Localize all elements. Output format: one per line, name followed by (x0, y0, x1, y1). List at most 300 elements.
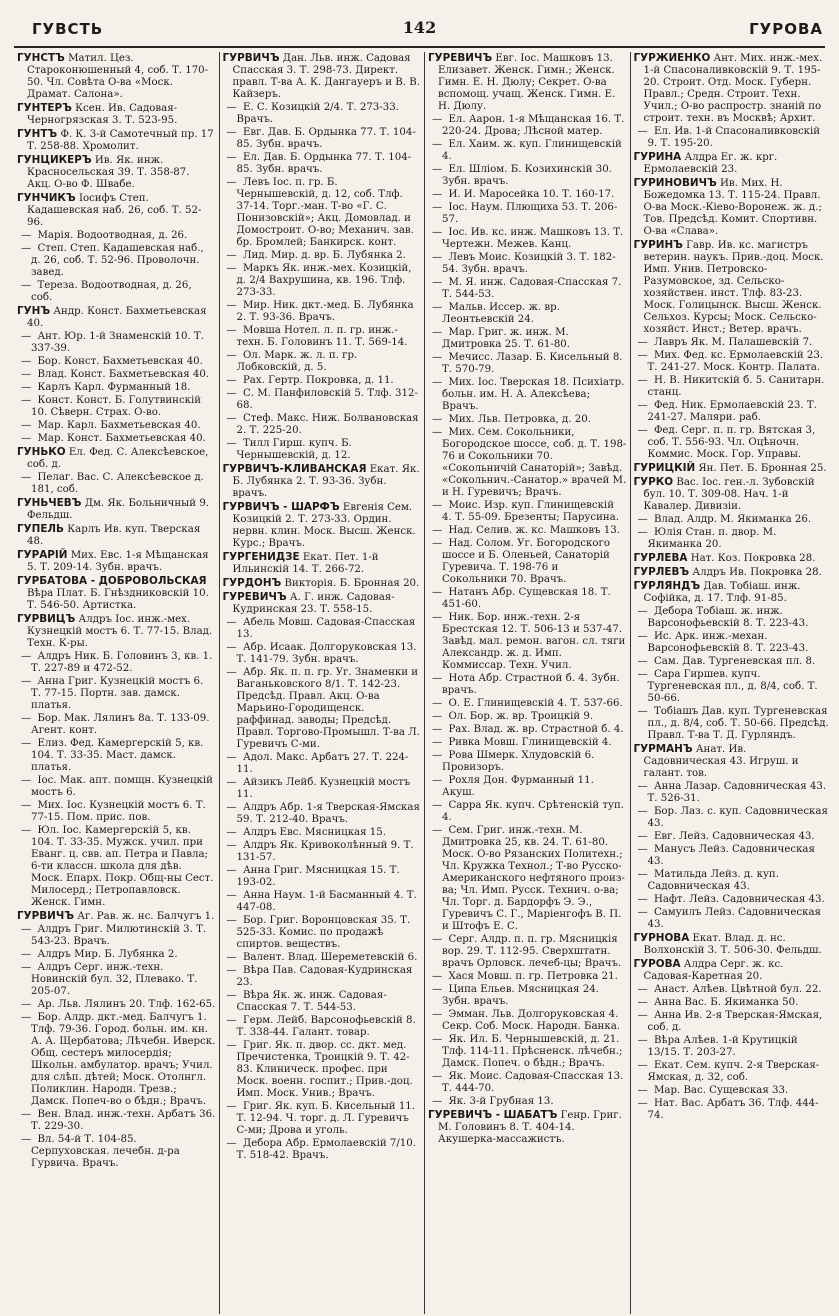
directory-entry (634, 932, 833, 957)
entry-dash: — (226, 177, 237, 188)
entry-details: Андр. Конст. Бахметьевская 40. (27, 306, 207, 329)
entry-details: Ив. Як. инж. Красносельская 39. Т. 358-87. Акц. О-во Ф. Швабе. (27, 155, 190, 190)
directory-entry (428, 750, 627, 774)
entry-details: Над. Солом. Уг. Богородского шоссе и Б. Оленьей, Санаторій Гуревича. Т. 198-76 и Сокольники 70. Врачъ. (442, 538, 610, 585)
directory-entry (634, 1098, 833, 1122)
entry-details: Алдръ Серг. инж.-техн. Новинскій бул. 32, Плевако. Т. 205-07. (31, 962, 198, 997)
entry-details: Натанъ Абр. Сущевская 18. Т. 451-60. (442, 587, 611, 610)
entry-details: Карлъ Карл. Фурманный 18. (37, 382, 191, 393)
directory-entry (17, 713, 216, 737)
entry-dash: — (432, 1034, 443, 1045)
entry-dash: — (21, 382, 32, 393)
entry-details: Алдръ Мир. Б. Лубянка 2. (37, 949, 178, 960)
entry-details: Абель Мовш. Садовая-Спасская 13. (236, 617, 416, 640)
directory-entry (634, 997, 833, 1009)
directory-entry (17, 395, 216, 419)
entry-dash: — (226, 438, 237, 449)
entry-details: Мечисс. Лазар. Б. Кисельный 8. Т. 570-79. (442, 352, 623, 375)
directory-entry (17, 154, 216, 191)
entry-dash: — (226, 915, 237, 926)
entry-details: Рова Шмерк. Хлудовскій 6. Провизоръ. (442, 750, 595, 773)
entry-details: Ел. Дав. Б. Ордынка 77. Т. 104-85. Зубн. врачъ. (236, 152, 412, 175)
directory-entry (223, 263, 422, 299)
directory-entry (428, 673, 627, 697)
entry-surname: ГУРИНЪ (633, 239, 683, 251)
entry-details: Левъ Моис. Козицкій 3. Т. 182-54. Зубн. врачъ. (442, 252, 616, 275)
entry-surname: ГУРДОНЪ (222, 577, 282, 589)
entry-details: Абр. Исаак. Долгоруковская 13. Т. 141-79. Зубн. врачъ. (236, 642, 417, 665)
entry-dash: — (226, 250, 237, 261)
entry-details: Ян. Пет. Б. Бронная 25. (698, 463, 827, 474)
entry-surname: ГУРИЦКІЙ (633, 462, 696, 474)
directory-entry (223, 177, 422, 249)
entry-dash: — (637, 514, 648, 525)
entry-dash: — (21, 369, 32, 380)
directory-entry (634, 476, 833, 513)
entry-dash: — (432, 189, 443, 200)
directory-entry (634, 1010, 833, 1034)
directory-entry (428, 302, 627, 326)
entry-surname: ГУРЕВИЧЪ - ШАБАТЪ (428, 1109, 558, 1121)
entry-details: Алдра Серг. ж. кс. Садовая-Каретная 20. (643, 959, 784, 982)
directory-entry (17, 497, 216, 522)
entry-dash: — (432, 711, 443, 722)
directory-entry (17, 331, 216, 355)
entry-details: Манусъ Лейз. Садовническая 43. (647, 844, 815, 867)
entry-dash: — (637, 631, 648, 642)
entry-details: Іос. Наум. Плющиха 53. Т. 206-57. (442, 202, 618, 225)
directory-entry (17, 800, 216, 824)
entry-surname: ГУРБАТОВА - ДОБРОВОЛЬСКАЯ (17, 575, 207, 587)
entry-details: Евг. Іос. Машковъ 13. Елизавет. Женск. Гимн.; Женск. Гимн. Е. Н. Дюлу; Секрет. О-ва вспомощ. учащ. Женск. Гимн. Е. Н. Дюлу. (438, 53, 616, 112)
entry-dash: — (226, 350, 237, 361)
entry-dash: — (637, 869, 648, 880)
entry-details: Ел. Фед. С. Алексѣевское, соб. д. (27, 447, 209, 470)
directory-entry (223, 1138, 422, 1162)
directory-entry (223, 667, 422, 751)
directory-entry (17, 738, 216, 774)
directory-entry (428, 1034, 627, 1070)
directory-entry (428, 587, 627, 611)
directory-entry (223, 577, 422, 590)
directory-entry (223, 840, 422, 864)
directory-entry (428, 934, 627, 970)
directory-entry (634, 552, 833, 565)
entry-dash: — (432, 377, 443, 388)
entry-details: Герм. Лейб. Варсонофьевскій 8. Т. 338-44. Галант. товар. (236, 1015, 416, 1038)
directory-entry (428, 52, 627, 113)
directory-columns (14, 52, 835, 1314)
directory-entry (17, 999, 216, 1011)
entry-dash: — (432, 500, 443, 511)
directory-entry (223, 438, 422, 462)
entry-details: Мир. Ник. дкт.-мед. Б. Лубянка 2. Т. 93-36. Врачъ. (236, 300, 414, 323)
entry-details: Бор. Конст. Бахметьевская 40. (37, 356, 203, 367)
entry-details: Ант. Юр. 1-й Знаменскій 10. Т. 337-39. (31, 331, 204, 354)
entry-dash: — (432, 1071, 443, 1082)
entry-dash: — (432, 252, 443, 263)
entry-dash: — (21, 775, 32, 786)
directory-entry (634, 151, 833, 176)
directory-entry (223, 250, 422, 262)
directory-entry (634, 869, 833, 893)
directory-entry (634, 631, 833, 655)
entry-details: Конст. Конст. Б. Голутвинскій 10. Сѣверн. Страх. О-во. (31, 395, 202, 418)
directory-entry (223, 617, 422, 641)
entry-details: Анна Лазар. Садовническая 43. Т. 526-31. (647, 781, 827, 804)
entry-details: Генр. Григ. М. Головинъ 8. Т. 404-14. Акушерка-массажистъ. (438, 1110, 622, 1145)
directory-entry (428, 1096, 627, 1108)
entry-surname: ГУРГЕНИДЗЕ (222, 551, 300, 563)
directory-entry (17, 949, 216, 961)
entry-details: Мальв. Иссер. ж. вр. Леонтьевскій 24. (442, 302, 560, 325)
entry-dash: — (432, 750, 443, 761)
directory-entry (634, 400, 833, 424)
entry-dash: — (21, 949, 32, 960)
directory-entry (634, 831, 833, 843)
entry-dash: — (21, 962, 32, 973)
header-left-catchword: ГУВСТЬ (32, 20, 104, 38)
directory-entry (634, 337, 833, 349)
entry-details: Алдръ Як. Кривоколѣнный 9. Т. 131-57. (236, 840, 414, 863)
directory-entry (428, 698, 627, 710)
entry-dash: — (226, 617, 237, 628)
directory-entry (223, 642, 422, 666)
column-3 (425, 52, 631, 1314)
directory-entry (634, 781, 833, 805)
entry-details: Адол. Макс. Арбатъ 27. Т. 224-11. (236, 752, 409, 775)
entry-details: Гавр. Ив. кс. магистръ ветерин. наукъ. Прив.-доц. Моск. Имп. Унив. Петровско-Разумовское, зд. Сельско-хозяйствен. инст. Тлф. 83-23. Моск. Голицынск. Высш. Женск. Сельхоз. Курсы; Моск. Сельско-хозяйст. Инст.; Ветер. врачъ. (643, 240, 824, 335)
directory-entry (17, 420, 216, 432)
entry-dash: — (637, 1098, 648, 1109)
entry-dash: — (432, 525, 443, 536)
entry-dash: — (21, 280, 32, 291)
entry-dash: — (226, 642, 237, 653)
entry-dash: — (432, 673, 443, 684)
entry-details: Матильда Лейз. д. куп. Садовническая 43. (647, 869, 779, 892)
entry-details: Мих. Фед. кс. Ермолаевскій 23. Т. 241-27. Моск. Контр. Палата. (647, 350, 824, 373)
entry-dash: — (637, 984, 648, 995)
directory-entry (428, 139, 627, 163)
entry-surname: ГУРКО (633, 476, 674, 488)
entry-dash: — (226, 990, 237, 1001)
entry-dash: — (226, 388, 237, 399)
entry-dash: — (21, 825, 32, 836)
entry-details: Як. Моис. Садовая-Спасская 13. Т. 444-70. (442, 1071, 624, 1094)
entry-details: Левъ Іос. п. гр. Б. Чернышевскій, д. 12, соб. Тлф. 37-14. Торг.-ман. Т-во «Г. С. Понизовскій»; Акц. Домовлад. и Домостроит. О-во; Механич. зав. бр. Бромлей; Банкирск. конт. (236, 177, 414, 248)
entry-details: Лид. Мир. д. вр. Б. Лубянка 2. (242, 250, 406, 261)
entry-dash: — (432, 427, 443, 438)
entry-dash: — (226, 300, 237, 311)
entry-dash: — (226, 1015, 237, 1026)
directory-entry (17, 575, 216, 612)
entry-surname: ГУРВИЦЪ (17, 613, 76, 625)
entry-details: Евгенія Сем. Козицкій 2. Т. 273-33. Ордин. нервн. клин. Моск. Высш. Женск. Курс.; Врачъ. (232, 502, 416, 549)
entry-details: Нафт. Лейз. Садовническая 43. (653, 894, 825, 905)
directory-entry (223, 777, 422, 801)
entry-dash: — (637, 894, 648, 905)
entry-dash: — (637, 337, 648, 348)
entry-dash: — (226, 1138, 237, 1149)
entry-details: Іос. Мак. апт. помщн. Кузнецкій мостъ 6. (31, 775, 213, 798)
entry-details: Ив. Мих. Н. Божедомка 13. Т. 115-24. Правл. О-ва Моск.-Кіево-Воронеж. ж. д.; Тов. Предсѣд. Комит. Спортивн. О-ва «Слава». (643, 178, 822, 237)
entry-details: Дебора Тобіаш. ж. инж. Варсонофьевскій 8. Т. 223-43. (647, 606, 809, 629)
entry-details: Вѣра Як. ж. инж. Садовая-Спасская 7. Т. 544-53. (236, 990, 387, 1013)
entry-details: Н. В. Никитскій б. 5. Санитарн. станц. (647, 375, 825, 398)
directory-entry (634, 527, 833, 551)
directory-entry (223, 1015, 422, 1039)
directory-entry (17, 962, 216, 998)
directory-entry (223, 300, 422, 324)
entry-dash: — (226, 667, 237, 678)
entry-details: М. Я. инж. Садовая-Спасская 7. Т. 544-53. (442, 277, 622, 300)
entry-dash: — (226, 802, 237, 813)
directory-entry (634, 177, 833, 238)
directory-entry (634, 1060, 833, 1084)
directory-entry (17, 128, 216, 153)
entry-details: Екат. Сем. купч. 2-я Тверская-Ямская, д. 32, соб. (647, 1060, 820, 1083)
entry-surname: ГУНСТЪ (17, 52, 65, 64)
entry-surname: ГУРАРІЙ (17, 549, 68, 561)
entry-details: Анна Григ. Кузнецкій мостъ 6. Т. 77-15. Портн. зав. дамск. платья. (31, 676, 204, 711)
directory-entry (428, 538, 627, 586)
entry-details: Алдръ Григ. Милютинскій 3. Т. 543-23. Врачъ. (31, 924, 207, 947)
directory-entry (223, 915, 422, 951)
entry-dash: — (432, 114, 443, 125)
entry-details: Мих. Льв. Петровка, д. 20. (448, 414, 591, 425)
entry-details: Ел. Ив. 1-й Спасоналивковскій 9. Т. 195-20. (647, 126, 821, 149)
entry-dash: — (21, 472, 32, 483)
entry-details: Дав. Тобіаш. инж. Софійка, д. 17. Тлф. 91-85. (643, 581, 801, 604)
directory-entry (634, 1035, 833, 1059)
entry-details: Бор. Мак. Лялинъ 8а. Т. 133-09. Агент. конт. (31, 713, 210, 736)
entry-details: Степ. Степ. Кадашевская наб., д. 26, соб. Т. 52-96. Проволочн. завед. (31, 243, 204, 278)
directory-entry (223, 591, 422, 616)
directory-entry (17, 910, 216, 923)
entry-dash: — (637, 656, 648, 667)
entry-dash: — (226, 752, 237, 763)
directory-entry (634, 958, 833, 983)
entry-dash: — (21, 999, 32, 1010)
entry-surname: ГУРЕВИЧЪ (222, 591, 287, 603)
entry-details: Над. Селив. ж. кс. Машковъ 13. (448, 525, 620, 536)
entry-details: Екат. Як. Б. Лубянка 2. Т. 93-36. Зубн. врачъ. (232, 464, 420, 499)
entry-details: Юлія Стан. п. двор. М. Якиманка 20. (647, 527, 777, 550)
directory-entry (223, 990, 422, 1014)
directory-entry (428, 164, 627, 188)
entry-surname: ГУРИНА (633, 151, 682, 163)
directory-entry (634, 669, 833, 705)
entry-details: Ел. Аарон. 1-я Мѣщанская 16. Т. 220-24. Дрова; Лѣсной матер. (442, 114, 625, 137)
directory-entry (428, 825, 627, 933)
entry-dash: — (637, 527, 648, 538)
directory-entry (17, 472, 216, 496)
entry-dash: — (432, 1009, 443, 1020)
entry-details: Сем. Григ. инж.-техн. М. Дмитровка 25, кв. 24. Т. 61-80. Моск. О-во Рязанских Политехн.; Чл. Кружка Технол.; Т-во Русско-Американского нефтяного произ-ва; Чл. Имп. Русск. Технич. о-ва; Чл. Торг. д. Бардорфъ Э. Э., Гуревичъ С. Г., Маріенгофъ В. П. и Штофъ Е. С. (442, 825, 625, 932)
entry-details: Алдръ Евс. Мясницкая 15. (242, 827, 386, 838)
entry-details: Анна Наум. 1-й Басманный 4. Т. 447-08. (236, 890, 417, 913)
entry-surname: ГУНЪ (17, 305, 51, 317)
entry-details: Ис. Арк. инж.-механ. Варсонофьевскій 8. Т. 223-43. (647, 631, 809, 654)
directory-entry (634, 894, 833, 906)
directory-entry (428, 525, 627, 537)
directory-entry (223, 102, 422, 126)
entry-details: Ципа Ельев. Мясницкая 24. Зубн. врачъ. (442, 984, 599, 1007)
entry-dash: — (637, 907, 648, 918)
entry-details: Григ. Як. куп. Б. Кисельный 11. Т. 12-94. Ч. торг. д. Л. Гуревичъ С-ми; Дрова и уголь. (236, 1101, 416, 1136)
entry-details: Вѣра Пав. Садовая-Кудринская 23. (236, 965, 413, 988)
directory-entry (223, 152, 422, 176)
directory-entry (223, 1040, 422, 1100)
entry-dash: — (432, 825, 443, 836)
entry-details: Маркъ Як. инж.-мех. Козицкій, д. 2/4 Вахрушина, кв. 196. Тлф. 273-33. (236, 263, 412, 298)
directory-entry (428, 414, 627, 426)
directory-entry (17, 243, 216, 279)
entry-details: Мар. Вас. Сущевская 33. (653, 1085, 789, 1096)
entry-dash: — (432, 612, 443, 623)
column-2 (220, 52, 426, 1314)
entry-dash: — (226, 1101, 237, 1112)
entry-dash: — (21, 738, 32, 749)
entry-dash: — (637, 1035, 648, 1046)
entry-details: Мих. Іос. Тверская 18. Психіатр. больн. им. Н. А. Алексѣева; Врачъ. (442, 377, 625, 412)
entry-dash: — (21, 800, 32, 811)
entry-dash: — (432, 800, 443, 811)
directory-entry (634, 606, 833, 630)
entry-surname: ГУПЕЛЬ (17, 523, 64, 535)
entry-details: Анна Григ. Мясницкая 15. Т. 193-02. (236, 865, 400, 888)
entry-details: Аг. Рав. ж. нс. Балчугъ 1. (77, 911, 215, 922)
entry-dash: — (226, 965, 237, 976)
entry-details: Бор. Лаз. с. куп. Садовническая 43. (647, 806, 828, 829)
entry-dash: — (637, 806, 648, 817)
page-header (14, 18, 825, 48)
entry-details: Екат. Пет. 1-й Ильинскій 14. Т. 266-72. (232, 552, 379, 575)
directory-entry (223, 1101, 422, 1137)
entry-details: Алдръ Ив. Покровка 28. (692, 567, 822, 578)
entry-details: Стеф. Макс. Ниж. Болвановская 2. Т. 225-20. (236, 413, 419, 436)
directory-entry (428, 1009, 627, 1033)
entry-details: Абр. Як. п. п. гр. Уг. Знаменки и Ваганьковского 8/1. Т. 142-23. Предсѣд. Правл. Акц. О-ва Марьино-Городищенск. раффинад. заводы; Предсѣд. Правл. Торгово-Промышл. Т-ва Л. Гуревичъ С-ми. (236, 667, 420, 750)
entry-details: Вас. Іос. ген.-л. Зубовскій бул. 10. Т. 309-08. Нач. 1-й Кавалер. Дивизіи. (643, 477, 815, 512)
entry-details: Мих. Сем. Сокольники, Богородское шоссе, соб. д. Т. 198-76 и Сокольники 70. «Сокольничій Санаторій»; Завѣд. «Сокольнич.-Санатор.» врачей М. и Н. Гуревичъ; Врачъ. (442, 427, 627, 498)
directory-entry (17, 1134, 216, 1170)
entry-dash: — (21, 331, 32, 342)
entry-surname: ГУРИНОВИЧЪ (633, 177, 717, 189)
header-right-catchword: ГУРОВА (749, 20, 823, 38)
directory-entry (428, 252, 627, 276)
directory-entry (223, 350, 422, 374)
entry-surname: ГУНЬКО (17, 446, 66, 458)
entry-details: А. Г. инж. Садовая-Кудринская 23. Т. 558-15. (232, 592, 395, 615)
entry-surname: ГУРВИЧЪ (222, 52, 280, 64)
entry-dash: — (432, 327, 443, 338)
entry-dash: — (226, 325, 237, 336)
entry-dash: — (432, 538, 443, 549)
entry-details: Сарра Як. купч. Срѣтенскій туп. 4. (442, 800, 625, 823)
directory-entry (223, 965, 422, 989)
entry-dash: — (432, 1096, 443, 1107)
directory-entry (428, 612, 627, 672)
entry-dash: — (432, 352, 443, 363)
directory-entry (17, 523, 216, 548)
entry-dash: — (226, 102, 237, 113)
directory-entry (17, 369, 216, 381)
directory-entry (17, 775, 216, 799)
entry-details: Фед. Серг. п. п. гр. Вятская 3, соб. Т. 556-93. Чл. Оцѣночн. Коммис. Моск. Гор. Управы. (647, 425, 816, 460)
entry-details: Бор. Григ. Воронцовская 35. Т. 525-33. Комис. по продажѣ спиртов. веществъ. (236, 915, 411, 950)
directory-entry (17, 356, 216, 368)
directory-entry (223, 52, 422, 101)
entry-dash: — (637, 844, 648, 855)
entry-details: Алдра Ег. ж. крг. Ермолаевскій 23. (643, 152, 778, 175)
entry-details: Юл. Іос. Камергерскій 5, кв. 104. Т. 33-35. Мужск. учил. при Еванг. ц. свв. ап. Петра и Павла; 6-ти классн. школа для дѣв. Моск. Епарх. Покр. Общ-ны Сест. Милосерд.; Петропавловск. Женск. Гимн. (31, 825, 214, 908)
entry-details: Ел. Хаим. ж. куп. Глинищевскій 4. (442, 139, 622, 162)
entry-dash: — (432, 139, 443, 150)
entry-details: Ант. Мих. инж.-мех. 1-й Спасоналивковскій 9. Т. 195-20. Строит. Отд. Моск. Губерн. Правл.; Средн. Строит. Техн. Учил.; О-во распростр. знаній по строит. техн. въ Москвѣ; Архит. (643, 53, 823, 124)
entry-details: Евг. Дав. Б. Ордынка 77. Т. 104-85. Зубн. врачъ. (236, 127, 416, 150)
directory-entry (223, 802, 422, 826)
entry-details: Ник. Бор. инж.-техн. 2-я Брестская 12. Т. 506-13 и 537-47. Завѣд. мал. ремон. вагон. сл. тяги Александр. ж. д. Имп. Коммиссар. Техн. Учил. (442, 612, 626, 671)
entry-details: Ол. Марк. ж. л. п. гр. Лобковскій, д. 5. (236, 350, 358, 373)
entry-details: Моис. Изр. куп. Глинищевскій 4. Т. 55-09. Брезенты; Парусина. (442, 500, 619, 523)
entry-dash: — (226, 413, 237, 424)
entry-dash: — (637, 400, 648, 411)
entry-dash: — (226, 375, 237, 386)
entry-details: Вѣра Алѣев. 1-й Крутицкій 13/15. Т. 203-27. (647, 1035, 798, 1058)
entry-dash: — (21, 420, 32, 431)
entry-details: Матил. Цез. Староконюшенный 4, соб. Т. 170-50. Чл. Совѣта О-ва «Моск. Драмат. Салона». (27, 53, 209, 100)
entry-details: Анна Ив. 2-я Тверская-Ямская, соб. д. (647, 1010, 823, 1033)
entry-details: С. М. Панфиловскій 5. Тлф. 312-68. (236, 388, 418, 411)
directory-entry (223, 375, 422, 387)
entry-dash: — (432, 775, 443, 786)
entry-dash: — (637, 1060, 648, 1071)
entry-dash: — (21, 676, 32, 687)
entry-details: Мих. Евс. 1-я Мѣщанская 5. Т. 209-14. Зубн. врачъ. (27, 550, 209, 573)
entry-details: Як. 3-й Грубная 13. (448, 1096, 554, 1107)
entry-dash: — (226, 263, 237, 274)
entry-dash: — (226, 127, 237, 138)
directory-entry (428, 775, 627, 799)
entry-dash: — (432, 587, 443, 598)
entry-dash: — (21, 924, 32, 935)
entry-details: Мар. Григ. ж. инж. М. Дмитровка 25. Т. 61-80. (442, 327, 571, 350)
entry-details: О. Е. Глинищевскій 4. Т. 537-66. (448, 698, 623, 709)
entry-details: Нат. Вас. Арбатъ 36. Тлф. 444-74. (647, 1098, 819, 1121)
entry-details: Вл. 54-й Т. 104-85. Серпуховская. лечебн. д-ра Гурвича. Врачъ. (31, 1134, 180, 1169)
entry-dash: — (637, 425, 648, 436)
entry-details: Пелаг. Вас. С. Алексѣевское д. 181, соб. (31, 472, 204, 495)
directory-entry (634, 462, 833, 475)
entry-dash: — (637, 126, 648, 137)
entry-dash: — (21, 1134, 32, 1145)
entry-details: Бор. Алдр. дкт.-мед. Балчугъ 1. Тлф. 79-36. Город. больн. им. кн. А. А. Щербатова; Лѣчебн. Иверск. Общ. сестеръ милосердія; Школьн. амбулатор. врачъ; Учил. для слѣп. дѣтей; Моск. Отолнгл. Поликлин. Народн. Трезв.; Дамск. Попеч-во о бѣдн.; Врачъ. (31, 1012, 216, 1107)
entry-surname: ГУНЧИКЪ (17, 192, 76, 204)
column-4 (631, 52, 836, 1314)
entry-details: Тилл Гирш. купч. Б. Чернышевскій, д. 12. (236, 438, 352, 461)
directory-entry (17, 924, 216, 948)
entry-details: Мар. Конст. Бахметьевская 40. (37, 433, 206, 444)
entry-dash: — (21, 356, 32, 367)
entry-dash: — (21, 230, 32, 241)
column-1 (14, 52, 220, 1314)
entry-dash: — (432, 724, 443, 735)
entry-dash: — (637, 1010, 648, 1021)
directory-entry (223, 501, 422, 550)
directory-entry (428, 377, 627, 413)
entry-dash: — (432, 227, 443, 238)
